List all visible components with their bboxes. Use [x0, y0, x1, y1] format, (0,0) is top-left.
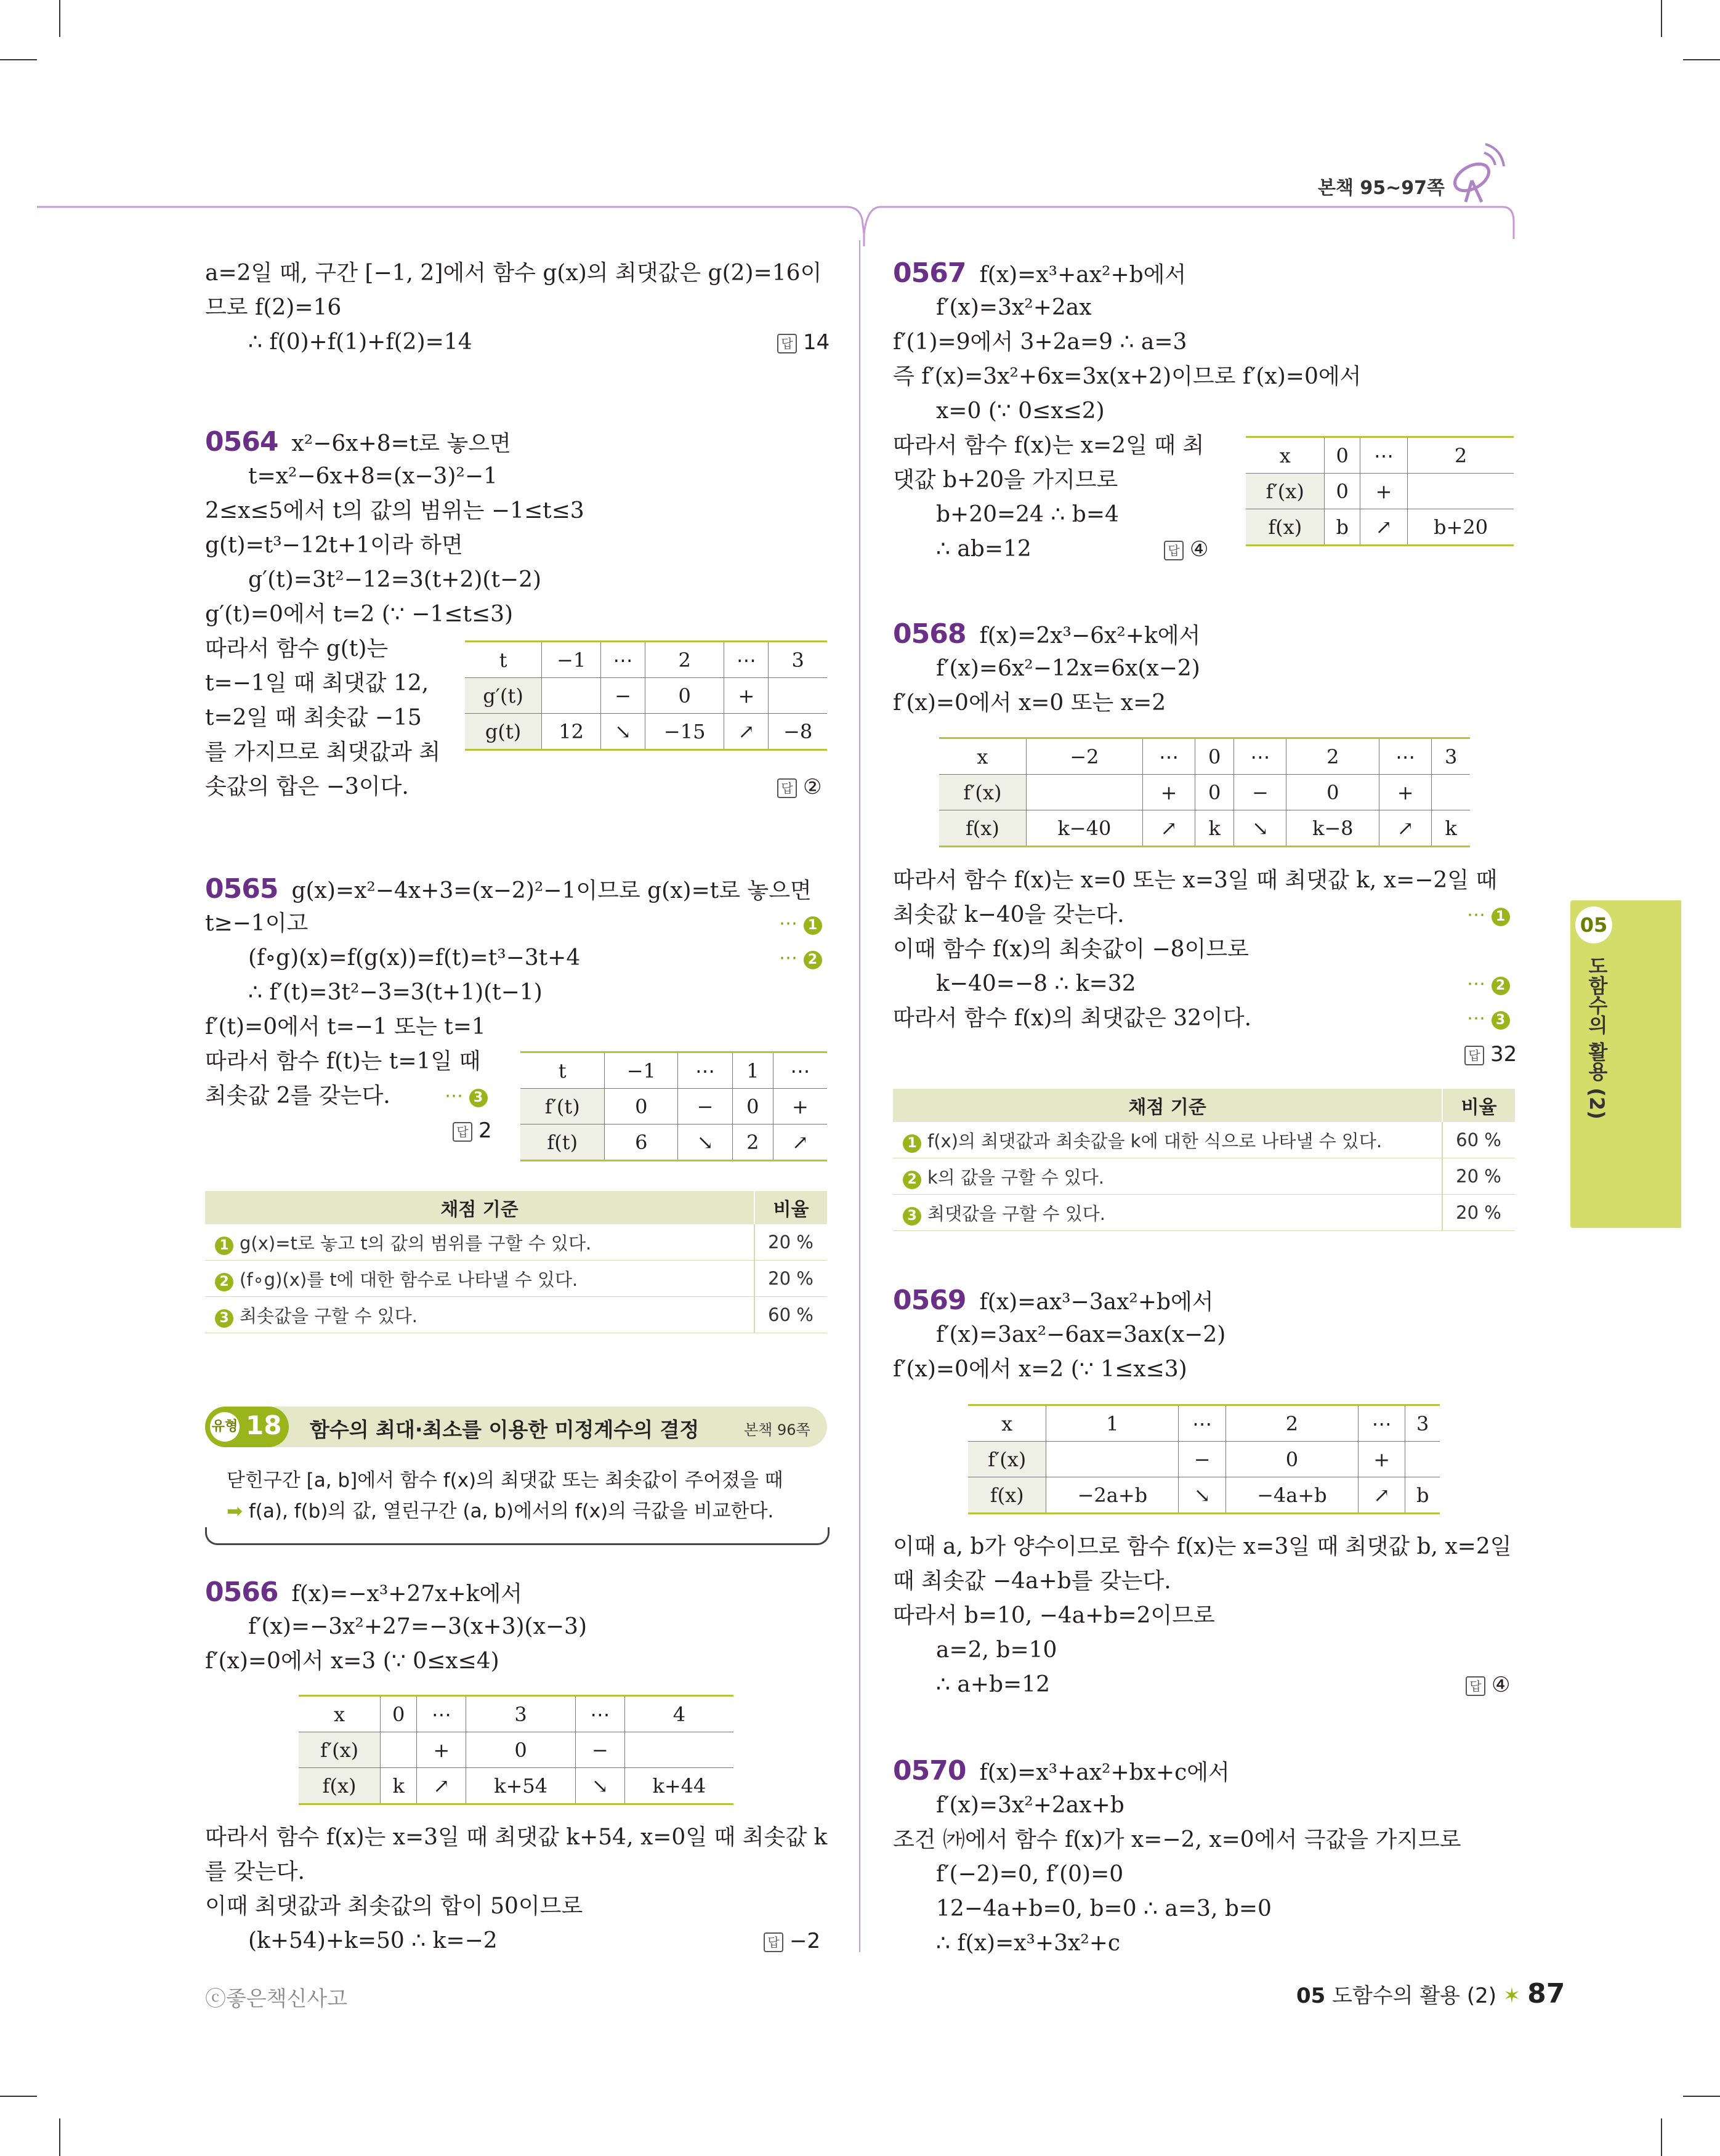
table-cell [1405, 1442, 1440, 1477]
table-cell: g(t) [465, 714, 542, 750]
text-line: f′(x)=0에서 x=0 또는 x=2 [893, 690, 1166, 716]
sign-table [1246, 436, 1514, 546]
text-line: t=2일 때 최솟값 −15 [205, 705, 422, 730]
answer: 답 ② [777, 771, 822, 803]
table-cell: −8 [769, 714, 827, 750]
answer: 답 −2 [764, 1925, 820, 1957]
table-cell: −1 [542, 642, 601, 678]
text-line: 따라서 함수 f(x)는 x=3일 때 최댓값 k+54, x=0일 때 최솟값 k [205, 1825, 828, 1850]
table-cell: f(x) [968, 1477, 1046, 1514]
table-cell: ⋯ [773, 1052, 827, 1089]
table-cell: −2a+b [1046, 1477, 1179, 1514]
text-line: ∴ ab=12 [936, 536, 1032, 562]
table-cell [1026, 775, 1142, 810]
text-line: 므로 f(2)=16 [205, 295, 342, 320]
step-marker: ⋯ 2 [779, 942, 822, 974]
crop-mark [59, 0, 60, 37]
type-desc: 닫힌구간 [a, b]에서 함수 f(x)의 최댓값 또는 최솟값이 주어졌을 때 [227, 1469, 783, 1492]
text-line: 따라서 함수 f(x)는 x=0 또는 x=3일 때 최댓값 k, x=−2일 때 [893, 868, 1498, 893]
text-line: g′(t)=3t²−12=3(t+2)(t−2) [248, 567, 542, 592]
type-banner [205, 1407, 827, 1447]
scoring-cell: 1 g(x)=t로 놓고 t의 값의 범위를 구할 수 있다. [205, 1224, 754, 1261]
table-cell: k+44 [624, 1768, 733, 1804]
text-line: f′(−2)=0, f′(0)=0 [936, 1862, 1124, 1887]
type-desc: ➡ f(a), f(b)의 값, 열린구간 (a, b)에서의 f(x)의 극값을 비교한다. [227, 1500, 774, 1522]
table-cell: k [381, 1768, 417, 1804]
table-cell: 0 [645, 678, 724, 714]
table-cell: f′(x) [939, 775, 1026, 810]
text-line: 최솟값 k−40을 갖는다. [893, 902, 1124, 927]
table-cell: f′(x) [299, 1732, 381, 1768]
table-cell: + [1379, 775, 1432, 810]
table-cell [769, 678, 827, 714]
table-cell: ⋯ [575, 1696, 624, 1732]
text-line: g(t)=t³−12t+1이라 하면 [205, 533, 463, 558]
text-line: 따라서 함수 f(t)는 t=1일 때 [205, 1049, 481, 1074]
type-bracket [205, 1527, 830, 1545]
table-cell: 0 [1225, 1442, 1358, 1477]
text-line: 즉 f′(x)=3x²+6x=3x(x+2)이므로 f′(x)=0에서 [893, 364, 1362, 389]
table-cell: 0 [1286, 775, 1379, 810]
type-badge: 유형 18 [205, 1407, 289, 1447]
header-ref: 본책 95~97쪽 [1318, 177, 1445, 199]
table-cell: 2 [1286, 738, 1379, 775]
text-line: 이때 a, b가 양수이므로 함수 f(x)는 x=3일 때 최댓값 b, x=2일 [893, 1534, 1512, 1559]
copyright: ⓒ좋은책신사고 [205, 1987, 348, 2011]
scoring-cell: 1 f(x)의 최댓값과 최솟값을 k에 대한 식으로 나타낼 수 있다. [893, 1122, 1442, 1158]
table-cell: k [1432, 810, 1470, 847]
table-cell: ↘ [678, 1124, 733, 1161]
table-cell: t [465, 642, 542, 678]
table-cell: −1 [605, 1052, 678, 1089]
table-cell: 3 [1432, 738, 1470, 775]
table-cell: k [1195, 810, 1234, 847]
crop-mark [0, 2096, 37, 2097]
text-line: ∴ f′(t)=3t²−3=3(t+1)(t−1) [248, 980, 543, 1005]
table-cell: 4 [624, 1696, 733, 1732]
table-cell: k−8 [1286, 810, 1379, 847]
crop-mark [1661, 0, 1662, 37]
text-line: 를 갖는다. [205, 1859, 305, 1884]
table-cell: k−40 [1026, 810, 1142, 847]
sign-table [465, 640, 827, 751]
crop-mark [0, 59, 37, 60]
table-cell: b [1325, 509, 1360, 546]
table-cell: b+20 [1408, 509, 1514, 546]
text-line: 솟값의 합은 −3이다. [205, 774, 409, 799]
table-cell: ⋯ [1379, 738, 1432, 775]
table-cell: 0 [381, 1696, 417, 1732]
text-line: f′(x)=0에서 x=2 (∵ 1≤x≤3) [893, 1357, 1187, 1382]
text-line: f′(t)=0에서 t=−1 또는 t=1 [205, 1014, 486, 1040]
table-cell: 3 [769, 642, 827, 678]
table-cell: + [1142, 775, 1195, 810]
crop-mark [1683, 59, 1720, 60]
table-cell: ⋯ [1358, 1405, 1405, 1442]
problem-0570: 0570 f(x)=x³+ax²+bx+c에서 [893, 1755, 1230, 1787]
table-cell: x [1246, 437, 1325, 474]
scoring-cell: 20 % [754, 1261, 827, 1297]
answer: 답 14 [777, 326, 830, 358]
table-cell: − [1234, 775, 1286, 810]
table-cell: ⋯ [724, 642, 769, 678]
table-cell: ↗ [1142, 810, 1195, 847]
table-cell [1432, 775, 1470, 810]
table-cell: b [1405, 1477, 1440, 1514]
table-cell: 0 [732, 1089, 773, 1124]
scoring-cell: 채점 기준 [205, 1191, 754, 1224]
table-cell: 2 [645, 642, 724, 678]
table-cell: 0 [605, 1089, 678, 1124]
text-line: ∴ f(x)=x³+3x²+c [936, 1931, 1121, 1956]
table-cell: 0 [1325, 437, 1360, 474]
table-cell: f(x) [299, 1768, 381, 1804]
text-line: 2≤x≤5에서 t의 값의 범위는 −1≤t≤3 [205, 498, 584, 523]
table-cell: ↘ [575, 1768, 624, 1804]
answer: 답 32 [1464, 1038, 1517, 1070]
table-cell: + [724, 678, 769, 714]
table-cell: 0 [1195, 738, 1234, 775]
table-cell: ↗ [1358, 1477, 1405, 1514]
table-cell: ⋯ [678, 1052, 733, 1089]
table-cell: f′(t) [520, 1089, 605, 1124]
table-cell [542, 678, 601, 714]
text-line: 를 가지므로 최댓값과 최 [205, 740, 441, 765]
table-cell: + [773, 1089, 827, 1124]
table-cell: f′(x) [968, 1442, 1046, 1477]
table-cell: 1 [732, 1052, 773, 1089]
step-marker: ⋯ 2 [1467, 968, 1510, 1000]
table-cell [1408, 474, 1514, 509]
scoring-cell: 3 최댓값을 구할 수 있다. [893, 1195, 1442, 1231]
type-ref: 본책 96쪽 [744, 1421, 810, 1439]
table-cell: −15 [645, 714, 724, 750]
table-cell: − [575, 1732, 624, 1768]
scoring-cell: 20 % [754, 1224, 827, 1261]
scoring-table [205, 1191, 827, 1333]
table-cell: 1 [1046, 1405, 1179, 1442]
text-line: ∴ a+b=12 [936, 1672, 1050, 1697]
table-cell: g′(t) [465, 678, 542, 714]
text-line: f′(x)=0에서 x=3 (∵ 0≤x≤4) [205, 1649, 499, 1674]
type-title: 함수의 최대·최소를 이용한 미정계수의 결정 [310, 1418, 700, 1442]
scoring-cell: 3 최솟값을 구할 수 있다. [205, 1297, 754, 1333]
text-line: f′(x)=−3x²+27=−3(x+3)(x−3) [248, 1614, 587, 1639]
table-cell: 2 [732, 1124, 773, 1161]
problem-0567: 0567 f(x)=x³+ax²+b에서 [893, 257, 1187, 289]
text-line: 12−4a+b=0, b=0 ∴ a=3, b=0 [936, 1896, 1272, 1921]
text-line: k−40=−8 ∴ k=32 [936, 971, 1136, 996]
text-line: t≥−1이고 [205, 911, 309, 936]
table-cell: 2 [1408, 437, 1514, 474]
text-line: 조건 ㈎에서 함수 f(x)가 x=−2, x=0에서 극값을 가지므로 [893, 1827, 1461, 1852]
scoring-cell: 비율 [1442, 1089, 1515, 1122]
step-marker: ⋯ 3 [1467, 1003, 1510, 1035]
side-tab [1570, 900, 1681, 1228]
text-line: (f∘g)(x)=f(g(x))=f(t)=t³−3t+4 [248, 945, 581, 971]
text-line: 이때 함수 f(x)의 최솟값이 −8이므로 [893, 937, 1249, 962]
answer: 답 ④ [1466, 1669, 1510, 1701]
answer: 답 2 [453, 1115, 492, 1147]
table-cell: t [520, 1052, 605, 1089]
answer: 답 ④ [1164, 533, 1208, 565]
column-divider [859, 240, 860, 1952]
table-cell: 3 [1405, 1405, 1440, 1442]
table-cell: ↗ [773, 1124, 827, 1161]
table-cell: ↗ [724, 714, 769, 750]
problem-0569: 0569 f(x)=ax³−3ax²+b에서 [893, 1285, 1214, 1316]
header-rule [37, 197, 1515, 246]
problem-0565: 0565 g(x)=x²−4x+3=(x−2)²−1이므로 g(x)=t로 놓으면 [205, 873, 812, 905]
table-cell: k+54 [466, 1768, 576, 1804]
scoring-cell: 비율 [754, 1191, 827, 1224]
table-cell: + [417, 1732, 466, 1768]
table-cell: f′(x) [1246, 474, 1325, 509]
text-line: 최솟값 2를 갖는다. [205, 1083, 390, 1108]
problem-0564: 0564 x²−6x+8=t로 놓으면 [205, 426, 511, 458]
table-cell: 3 [466, 1696, 576, 1732]
footer-chapter: 05 도함수의 활용 (2) ✶ 87 [1296, 1978, 1565, 2009]
table-cell: ↘ [1179, 1477, 1225, 1514]
scoring-cell: 20 % [1442, 1195, 1515, 1231]
text-line: 따라서 b=10, −4a+b=2이므로 [893, 1603, 1215, 1628]
table-cell: 6 [605, 1124, 678, 1161]
table-cell: 0 [466, 1732, 576, 1768]
crop-mark [59, 2118, 60, 2156]
sign-table [520, 1051, 827, 1161]
table-cell: −4a+b [1225, 1477, 1358, 1514]
table-cell: ⋯ [1142, 738, 1195, 775]
text-line: 따라서 함수 f(x)의 최댓값은 32이다. [893, 1006, 1252, 1031]
crop-mark [1683, 2096, 1720, 2097]
problem-0566: 0566 f(x)=−x³+27x+k에서 [205, 1577, 523, 1608]
table-cell: ↘ [1234, 810, 1286, 847]
page-number: 87 [1527, 1978, 1565, 2009]
crop-mark [1661, 2118, 1662, 2156]
table-cell: − [678, 1089, 733, 1124]
table-cell: ↘ [601, 714, 645, 750]
table-cell: f(x) [939, 810, 1026, 847]
table-cell: − [601, 678, 645, 714]
scoring-cell: 2 (f∘g)(x)를 t에 대한 함수로 나타낼 수 있다. [205, 1261, 754, 1297]
text-line: g′(t)=0에서 t=2 (∵ −1≤t≤3) [205, 602, 514, 627]
scoring-cell: 60 % [754, 1297, 827, 1333]
table-cell: x [939, 738, 1026, 775]
problem-0568: 0568 f(x)=2x³−6x²+k에서 [893, 618, 1201, 650]
text-line: ∴ f(0)+f(1)+f(2)=14 [248, 329, 472, 355]
text-line: 댓값 b+20을 가지므로 [893, 467, 1118, 493]
text-line: b+20=24 ∴ b=4 [936, 502, 1119, 527]
table-cell: f(t) [520, 1124, 605, 1161]
table-cell: − [1179, 1442, 1225, 1477]
table-cell: ↗ [417, 1768, 466, 1804]
sign-table [968, 1404, 1440, 1514]
table-cell [624, 1732, 733, 1768]
scoring-cell: 60 % [1442, 1122, 1515, 1158]
table-cell: 0 [1195, 775, 1234, 810]
scoring-cell: 2 k의 값을 구할 수 있다. [893, 1158, 1442, 1195]
text-line: 따라서 함수 g(t)는 [205, 636, 389, 661]
table-cell: ⋯ [1360, 437, 1407, 474]
text-line: f′(x)=6x²−12x=6x(x−2) [936, 656, 1200, 681]
table-cell: 12 [542, 714, 601, 750]
text-line: f′(x)=3x²+2ax [936, 295, 1092, 320]
text-line: (k+54)+k=50 ∴ k=−2 [248, 1928, 498, 1953]
table-cell: x [968, 1405, 1046, 1442]
table-cell: 0 [1325, 474, 1360, 509]
sign-table [299, 1695, 733, 1805]
sign-table [939, 737, 1470, 847]
scoring-table [893, 1089, 1515, 1231]
table-cell: ↗ [1360, 509, 1407, 546]
text-line: t=x²−6x+8=(x−3)²−1 [248, 464, 498, 489]
step-marker: ⋯ 1 [779, 908, 822, 940]
table-cell: 2 [1225, 1405, 1358, 1442]
text-line: f′(1)=9에서 3+2a=9 ∴ a=3 [893, 329, 1187, 355]
table-cell: ↗ [1379, 810, 1432, 847]
table-cell: x [299, 1696, 381, 1732]
table-cell: + [1358, 1442, 1405, 1477]
text-line: 이때 최댓값과 최솟값의 합이 50이므로 [205, 1894, 583, 1919]
table-cell: ⋯ [601, 642, 645, 678]
table-cell: f(x) [1246, 509, 1325, 546]
text-line: x=0 (∵ 0≤x≤2) [936, 398, 1105, 424]
table-cell: + [1360, 474, 1407, 509]
scoring-cell: 20 % [1442, 1158, 1515, 1195]
text-line: 따라서 함수 f(x)는 x=2일 때 최 [893, 433, 1205, 458]
arrow-right-icon: ➡ [227, 1500, 249, 1522]
table-cell [1046, 1442, 1179, 1477]
text-line: f′(x)=3x²+2ax+b [936, 1793, 1124, 1818]
text-line: t=−1일 때 최댓값 12, [205, 671, 429, 696]
table-cell: −2 [1026, 738, 1142, 775]
scoring-cell: 채점 기준 [893, 1089, 1442, 1122]
side-tab-text: 도함수의 활용 (2) [1585, 956, 1609, 1120]
side-tab-num: 05 [1575, 906, 1612, 943]
table-cell: ⋯ [1234, 738, 1286, 775]
table-cell: ⋯ [417, 1696, 466, 1732]
step-marker: ⋯ 1 [1467, 899, 1510, 931]
text-line: f′(x)=3ax²−6ax=3ax(x−2) [936, 1322, 1226, 1347]
text-line: a=2, b=10 [936, 1637, 1057, 1663]
table-cell: ⋯ [1179, 1405, 1225, 1442]
text-line: a=2일 때, 구간 [−1, 2]에서 함수 g(x)의 최댓값은 g(2)=16이 [205, 260, 822, 286]
step-marker: ⋯ 3 [445, 1080, 488, 1112]
text-line: 때 최솟값 −4a+b를 갖는다. [893, 1569, 1171, 1594]
table-cell [381, 1732, 417, 1768]
